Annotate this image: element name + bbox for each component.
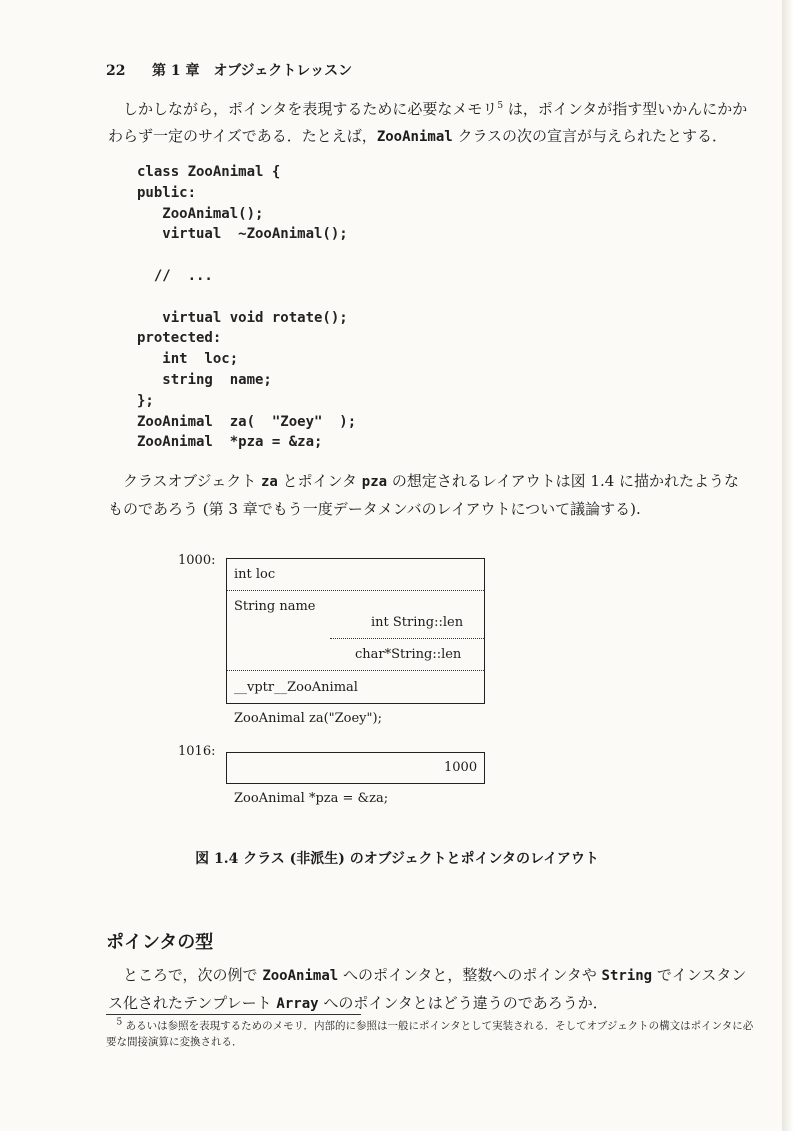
field-name: String name (234, 599, 316, 614)
paragraph-2-text-c: の想定されるレイアウトは図 1.4 に描かれたようなものであろう (第 3 章でもう一度データメンバのレイアウトについて議論する). (108, 472, 740, 518)
paragraph-3-text-b: へのポインタと，整数へのポインタや (338, 966, 602, 984)
paragraph-1 (108, 96, 748, 151)
paragraph-3-text-d: へのポインタとはどう違うのであろうか． (318, 994, 608, 1012)
paragraph-2-text-b: とポインタ (277, 472, 362, 490)
figure-caption: 図 1.4 クラス (非派生) のオブジェクトとポインタのレイアウト (195, 851, 599, 867)
field-vptr: __vptr__ZooAnimal (234, 680, 358, 695)
code-line: virtual void rotate(); (137, 309, 348, 326)
paragraph-2-text-a: クラスオブジェクト (123, 472, 261, 490)
paragraph-2 (108, 468, 748, 523)
paragraph-3 (108, 962, 748, 1018)
divider (227, 670, 484, 671)
code-line: class ZooAnimal { (137, 164, 281, 180)
page-edge (782, 0, 794, 1131)
pointer-address: 1016: (178, 744, 216, 759)
field-string-ptr: char*String::len (355, 647, 462, 662)
code-line: public: (137, 184, 197, 201)
divider (330, 638, 484, 639)
paragraph-1-text-b: は，ポインタが指す型いかんにかかわらず一定のサイズである．たとえば， (108, 100, 748, 145)
code-line (137, 287, 356, 308)
inline-code: za (260, 474, 278, 490)
field-string-len: int String::len (371, 615, 464, 630)
footnote-mark: 5 (116, 1017, 123, 1028)
paragraph-3-text-c: でインスタンス化されたテンプレート (108, 966, 747, 1012)
code-line: ZooAnimal *pza = &za; (137, 434, 323, 451)
paragraph-1-text-c: クラスの次の宣言が与えられたとする． (452, 127, 727, 145)
code-line: ZooAnimal(); (137, 205, 264, 222)
section-title: ポインタの型 (106, 932, 214, 953)
code-line: ZooAnimal za( "Zoey" ); (137, 413, 357, 430)
running-header (106, 60, 352, 80)
footnote-text: あるいは参照を表現するためのメモリ．内部的に参照は一般にポインタとして実装される．そしてオブジェクトの構文はポインタに必要な間接演算に変換される． (106, 1020, 754, 1048)
code-line: string name; (137, 371, 272, 388)
code-line: virtual ~ZooAnimal(); (137, 226, 348, 243)
inline-code: ZooAnimal (376, 129, 453, 145)
inline-code: ZooAnimal (262, 968, 339, 984)
inline-code: String (601, 968, 653, 984)
pointer-value: 1000 (444, 760, 478, 775)
page-number: 22 (106, 63, 126, 79)
divider (227, 590, 484, 591)
paragraph-3-text-a: ところで，次の例で (123, 966, 263, 984)
inline-code: pza (361, 474, 388, 490)
code-line: int loc; (137, 351, 239, 368)
object-label: ZooAnimal za("Zoey"); (234, 711, 382, 726)
field-loc: int loc (234, 567, 276, 582)
footnote-ref: 5 (497, 101, 504, 111)
code-line: // ... (137, 267, 213, 284)
pointer-label: ZooAnimal *pza = &za; (234, 791, 389, 806)
object-address: 1000: (178, 553, 216, 568)
code-line: protected: (137, 330, 222, 347)
chapter-title: 第 1 章 オブジェクトレッスン (152, 63, 353, 79)
inline-code: Array (276, 996, 319, 1012)
code-line: }; (137, 392, 154, 409)
footnote (106, 1018, 754, 1050)
code-block (137, 162, 356, 453)
code-line (137, 245, 356, 266)
paragraph-1-text-a: しかしながら，ポインタを表現するために必要なメモリ (123, 100, 498, 118)
footnote-rule (106, 1014, 361, 1015)
